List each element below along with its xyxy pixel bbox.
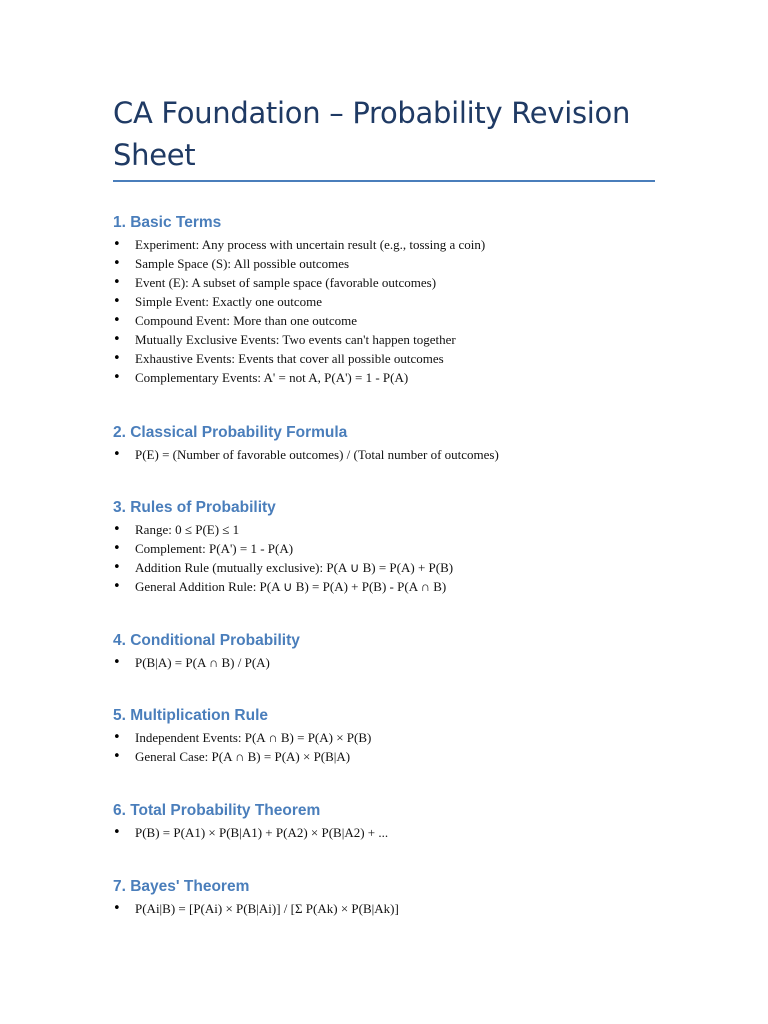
list-item-text: Sample Space (S): All possible outcomes <box>135 256 350 271</box>
section-basic-terms <box>113 213 658 387</box>
bullet-list <box>113 235 658 387</box>
list-item <box>113 539 658 558</box>
list-item <box>113 254 658 273</box>
bullet-icon: • <box>113 560 121 575</box>
bullet-icon: • <box>113 730 121 745</box>
bullet-icon: • <box>113 275 121 290</box>
list-item <box>113 273 658 292</box>
list-item-text: General Case: P(A ∩ B) = P(A) × P(B|A) <box>135 749 351 764</box>
section-conditional-probability <box>113 631 658 672</box>
list-item-text: Addition Rule (mutually exclusive): P(A ∪ B) = P(A) + P(B) <box>135 560 454 575</box>
list-item <box>113 558 658 577</box>
bullet-icon: • <box>113 825 121 840</box>
bullet-icon: • <box>113 332 121 347</box>
bullet-icon: • <box>113 655 121 670</box>
title-underline-rule <box>113 180 655 182</box>
section-heading: 7. Bayes' Theorem <box>113 878 250 895</box>
list-item-text: Compound Event: More than one outcome <box>135 313 358 328</box>
bullet-icon: • <box>113 294 121 309</box>
list-item-text: Exhaustive Events: Events that cover all possible outcomes <box>135 351 444 366</box>
section-rules-of-probability <box>113 498 658 596</box>
list-item <box>113 899 658 918</box>
bullet-list <box>113 653 658 672</box>
list-item <box>113 823 658 842</box>
list-item-text: Independent Events: P(A ∩ B) = P(A) × P(B) <box>135 730 372 745</box>
bullet-icon: • <box>113 522 121 537</box>
list-item-text: Mutually Exclusive Events: Two events can't happen together <box>135 332 456 347</box>
list-item <box>113 728 658 747</box>
list-item <box>113 311 658 330</box>
bullet-list <box>113 823 658 842</box>
list-item-text: Event (E): A subset of sample space (favorable outcomes) <box>135 275 437 290</box>
list-item-text: P(B) = P(A1) × P(B|A1) + P(A2) × P(B|A2) + ... <box>135 825 389 840</box>
section-heading: 6. Total Probability Theorem <box>113 802 321 819</box>
section-total-probability-theorem <box>113 801 658 842</box>
bullet-icon: • <box>113 901 121 916</box>
section-heading: 2. Classical Probability Formula <box>113 424 348 441</box>
list-item <box>113 520 658 539</box>
section-bayes-theorem <box>113 877 658 918</box>
bullet-icon: • <box>113 447 121 462</box>
bullet-icon: • <box>113 579 121 594</box>
section-heading: 4. Conditional Probability <box>113 632 300 649</box>
section-heading: 5. Multiplication Rule <box>113 707 269 724</box>
bullet-icon: • <box>113 256 121 271</box>
list-item <box>113 653 658 672</box>
list-item-text: Simple Event: Exactly one outcome <box>135 294 323 309</box>
list-item <box>113 235 658 254</box>
bullet-icon: • <box>113 313 121 328</box>
list-item-text: P(E) = (Number of favorable outcomes) / (Total number of outcomes) <box>135 447 499 462</box>
document-title: CA Foundation – Probability Revision Sheet <box>113 96 631 172</box>
list-item <box>113 292 658 311</box>
list-item <box>113 747 658 766</box>
list-item-text: P(B|A) = P(A ∩ B) / P(A) <box>135 655 270 670</box>
bullet-icon: • <box>113 541 121 556</box>
bullet-list <box>113 445 658 464</box>
list-item-text: Range: 0 ≤ P(E) ≤ 1 <box>135 522 240 537</box>
bullet-list <box>113 520 658 596</box>
list-item-text: General Addition Rule: P(A ∪ B) = P(A) + P(B) - P(A ∩ B) <box>135 579 447 594</box>
section-classical-probability <box>113 423 658 464</box>
section-heading: 3. Rules of Probability <box>113 499 276 516</box>
list-item-text: Complement: P(A') = 1 - P(A) <box>135 541 294 556</box>
bullet-icon: • <box>113 749 121 764</box>
section-heading: 1. Basic Terms <box>113 214 222 231</box>
list-item <box>113 445 658 464</box>
list-item <box>113 349 658 368</box>
list-item-text: Experiment: Any process with uncertain result (e.g., tossing a coin) <box>135 237 486 252</box>
bullet-icon: • <box>113 351 121 366</box>
list-item <box>113 330 658 349</box>
bullet-list <box>113 728 658 766</box>
list-item <box>113 577 658 596</box>
bullet-icon: • <box>113 370 121 385</box>
list-item-text: Complementary Events: A' = not A, P(A') = 1 - P(A) <box>135 370 409 385</box>
bullet-icon: • <box>113 237 121 252</box>
list-item-text: P(Ai|B) = [P(Ai) × P(B|Ai)] / [Σ P(Ak) × P(B|Ak)] <box>135 901 399 916</box>
list-item <box>113 368 658 387</box>
bullet-list <box>113 899 658 918</box>
section-multiplication-rule <box>113 706 658 766</box>
